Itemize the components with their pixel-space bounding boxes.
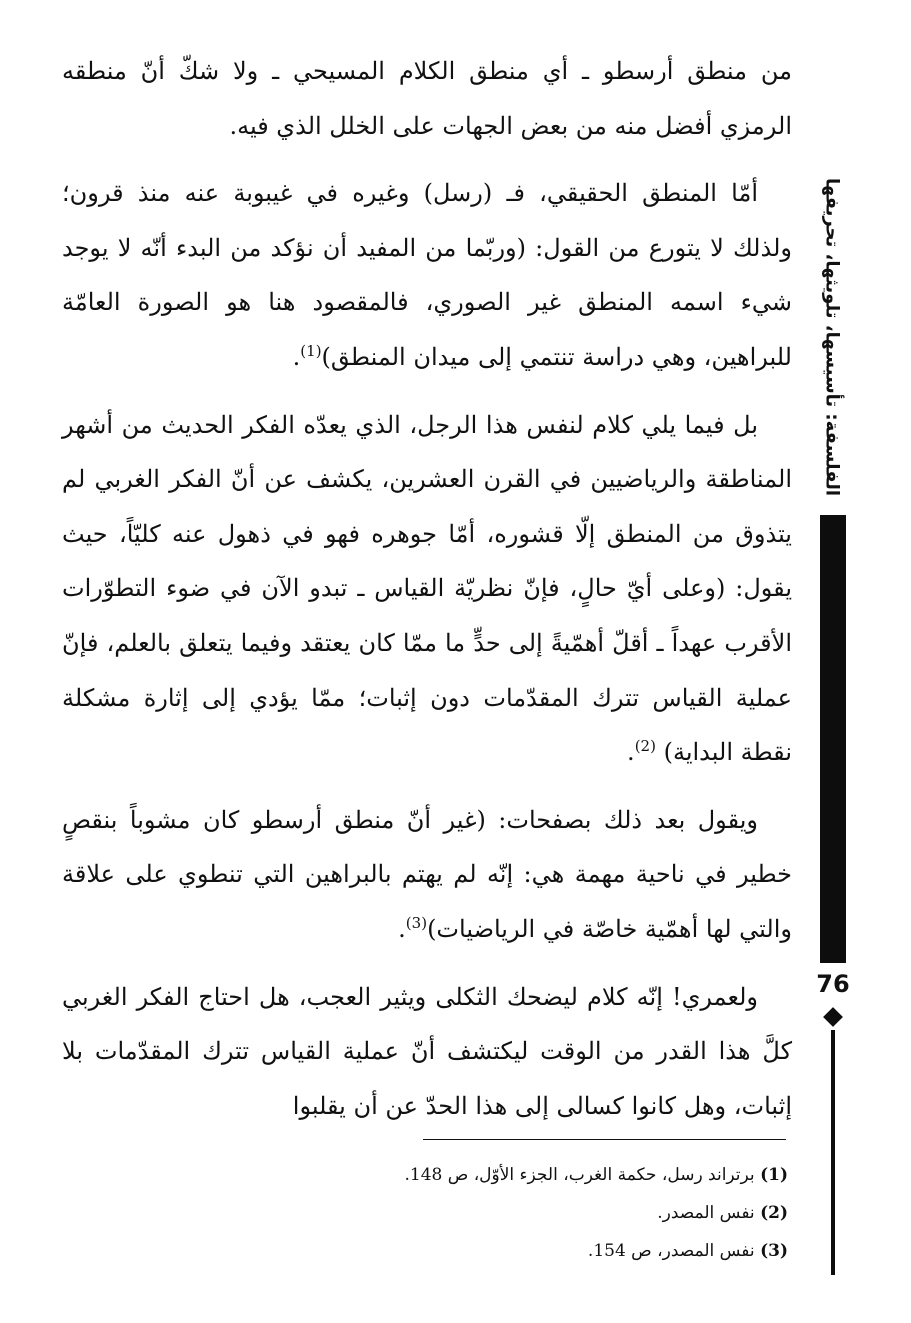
body-text: [62, 44, 792, 1146]
footnote-1: (1) برتراند رسل، حكمة الغرب، الجزء الأوّل، ص 148.: [404, 1165, 788, 1185]
margin-line: [831, 1030, 835, 1275]
footnote-ref-2: (2): [634, 737, 656, 756]
footnote-ref-1: (1): [300, 341, 322, 360]
diamond-ornament: [823, 1007, 843, 1027]
paragraph-3: بل فيما يلي كلام لنفس هذا الرجل، الذي يعدّه الفكر الحديث من أشهر المناطقة والرياضيين في القرن العشرين، يكشف عن أنّ الفكر الغربي لم يتذوق من المنطق إلّا قشوره، أمّا جوهره فهو في ذهول عنه كليّاً، حيث يقول: (وعلى أيّ حالٍ، فإنّ نظريّة القياس ـ تبدو الآن في ضوء التطوّرات الأقرب عهداً ـ أقلّ أهمّيةً إلى حدٍّ ما ممّا كان يعتقد وفيما يتعلق بالعلم، فإنّ عملية القياس تترك المقدّمات دون إثبات؛ ممّا يؤدي إلى إثارة مشكلة نقطة البداية) $^{(2)}$.: [62, 410, 792, 767]
paragraph-2: أمّا المنطق الحقيقي، فـ (رسل) وغيره في غيبوبة عنه منذ قرون؛ ولذلك لا يتورع من القول: (وربّما من المفيد أن نؤكد من البدء أنّه لا يوجد شيء اسمه المنطق غير الصوري، فالمقصود هنا هو الصورة العامّة للبراهين، وهي دراسة تنتمي إلى ميدان المنطق)$^{(1)}$.: [62, 179, 792, 371]
margin-bar: [820, 515, 846, 963]
paragraph-5: ولعمري! إنّه كلام ليضحك الثكلى ويثير العجب، هل احتاج الفكر الغربي كلَّ هذا القدر من الوقت ليكتشف أنّ عملية القياس تترك المقدّمات بلا إثبات، وهل كانوا كسالى إلى هذا الحدّ عن أن يقلبوا: [62, 982, 792, 1120]
running-title: الفلسفة: تأسيسها، تلويثها، تحريفها: [821, 178, 843, 497]
footnote-ref-3: (3): [405, 913, 428, 932]
paragraph-4: ويقول بعد ذلك بصفحات: (غير أنّ منطق أرسطو كان مشوباً بنقصٍ خطير في ناحية مهمة هي: إنّه لم يهتم بالبراهين التي تنطوي على علاقة والتي لها أهمّية خاصّة في الرياضيات)$^{(3)}$.: [62, 805, 792, 943]
footnote-divider: [423, 1139, 786, 1140]
footnote-2: (2) نفس المصدر.: [657, 1203, 788, 1223]
footnote-3: (3) نفس المصدر، ص 154.: [587, 1241, 788, 1261]
page-number: 76: [816, 970, 850, 998]
footnotes: [380, 1156, 788, 1270]
paragraph-1: من منطق أرسطو ـ أي منطق الكلام المسيحي ـ ولا شكّ أنّ منطقه الرمزي أفضل منه من بعض الجهات على الخلل الذي فيه.: [62, 57, 792, 140]
